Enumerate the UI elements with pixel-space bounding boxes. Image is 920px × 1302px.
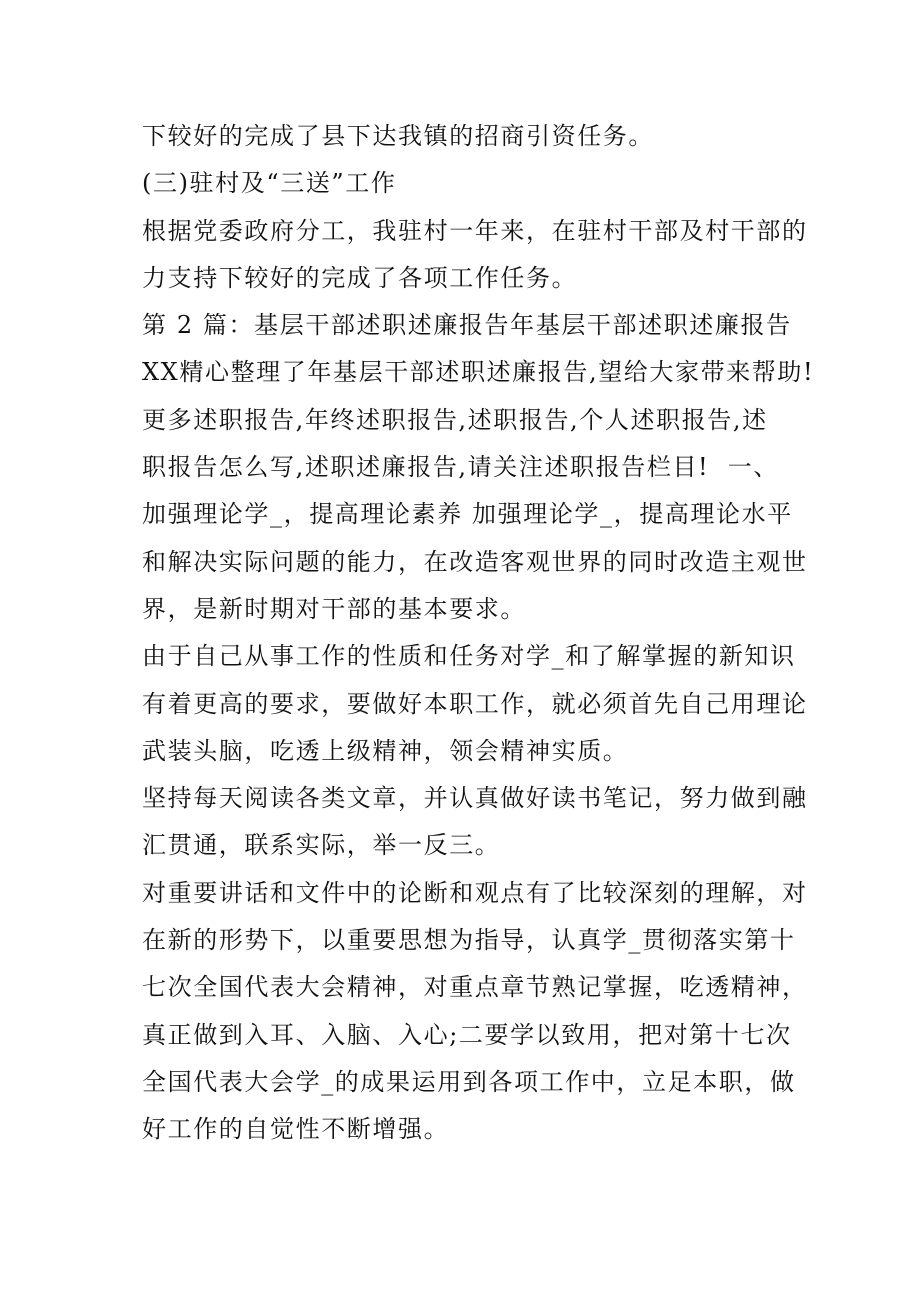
text-line: 加强理论学_，提高理论素养 加强理论学_，提高理论水平: [142, 500, 793, 529]
section-heading: (三)驻村及“三送”工作: [142, 169, 397, 198]
text-line: 力支持下较好的完成了各项工作任务。: [142, 263, 578, 292]
text-line: 武装头脑，吃透上级精神，领会精神实质。: [142, 736, 629, 765]
article-title-line: 第 2 篇：基层干部述职述廉报告年基层干部述职述廉报告: [142, 311, 792, 340]
text-line: 好工作的自觉性不断增强。: [142, 1115, 450, 1144]
text-line: 七次全国代表大会精神，对重点章节熟记掌握，吃透精神，: [142, 973, 808, 1002]
text-line: 和解决实际问题的能力，在改造客观世界的同时改造主观世: [142, 547, 808, 576]
text-line: 对重要讲话和文件中的论断和观点有了比较深刻的理解，对: [142, 878, 808, 907]
text-line: 坚持每天阅读各类文章，并认真做好读书笔记，努力做到融: [142, 784, 808, 813]
text-line: XX精心整理了年基层干部述职述廉报告,望给大家带来帮助!: [142, 358, 815, 387]
text-line: 真正做到入耳、入脑、入心;二要学以致用，把对第十七次: [142, 1020, 792, 1049]
text-line: 在新的形势下，以重要思想为指导，认真学_贯彻落实第十: [142, 926, 796, 955]
text-line: 职报告怎么写,述职述廉报告,请关注述职报告栏目! 一、: [142, 453, 779, 482]
text-line: 有着更高的要求，要做好本职工作，就必须首先自己用理论: [142, 689, 808, 718]
text-line: 界，是新时期对干部的基本要求。: [142, 594, 526, 623]
text-line: 下较好的完成了县下达我镇的招商引资任务。: [142, 122, 654, 150]
text-line: 更多述职报告,年终述职报告,述职报告,个人述职报告,述: [142, 405, 768, 434]
text-line: 根据党委政府分工，我驻村一年来，在驻村干部及村干部的: [142, 216, 808, 245]
text-line: 全国代表大会学_的成果运用到各项工作中，立足本职，做: [142, 1067, 796, 1096]
document-body: [142, 113, 815, 1154]
text-line: 由于自己从事工作的性质和任务对学_和了解掌握的新知识: [142, 642, 796, 671]
text-line: 汇贯通，联系实际，举一反三。: [142, 831, 501, 860]
